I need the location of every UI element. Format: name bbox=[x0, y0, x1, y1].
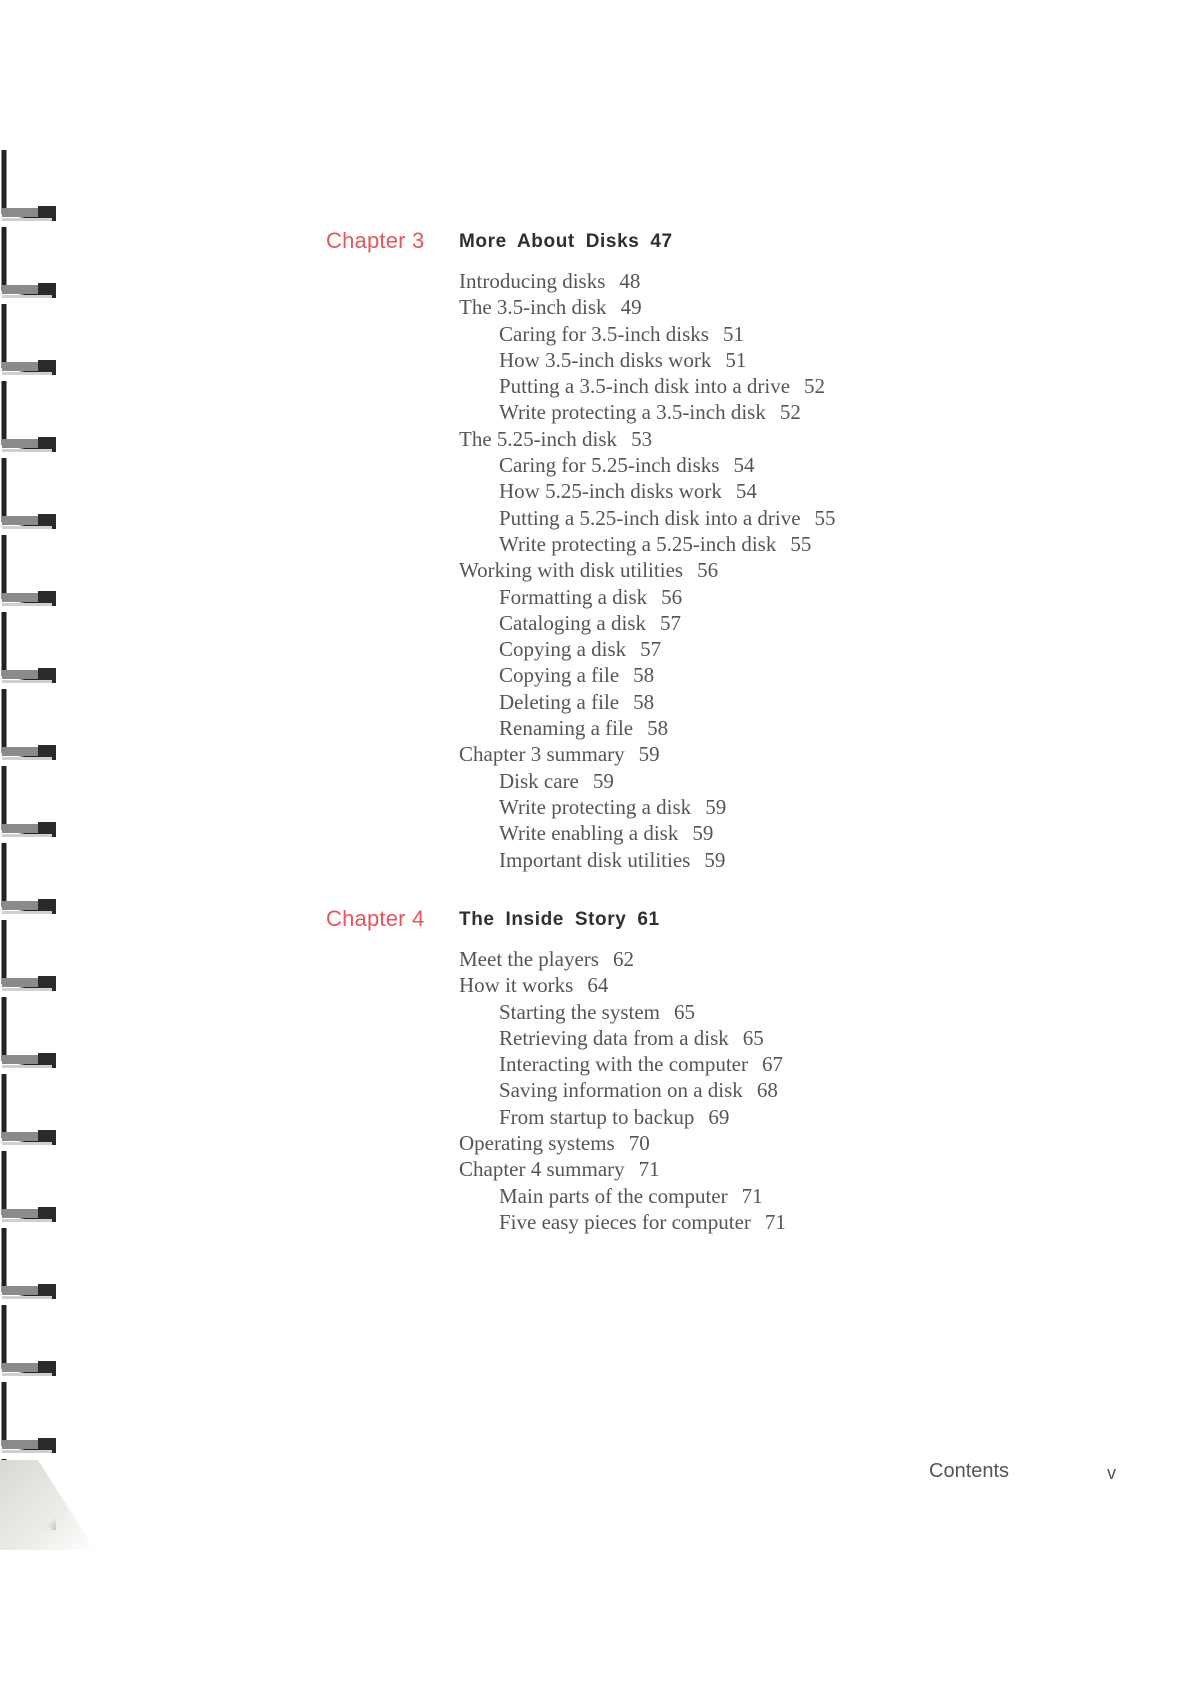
toc-entry-text: Interacting with the computer bbox=[499, 1052, 748, 1077]
binding-coil bbox=[2, 535, 56, 606]
toc-entry bbox=[459, 1156, 786, 1182]
toc-entry-text: Copying a disk bbox=[499, 637, 627, 662]
toc-entry bbox=[459, 794, 836, 820]
binding-coil bbox=[2, 997, 56, 1068]
toc-entry-text: Chapter 4 summary bbox=[459, 1157, 625, 1182]
binding-coil bbox=[2, 458, 56, 529]
toc-entry-text: Saving information on a disk bbox=[499, 1078, 743, 1103]
toc-entry bbox=[459, 1209, 786, 1235]
toc-entry bbox=[459, 972, 786, 998]
toc-entry-text: Meet the players bbox=[459, 947, 599, 971]
toc-entry-page: 68 bbox=[756, 1078, 778, 1103]
toc-entry-text: Disk care bbox=[499, 768, 579, 793]
toc-entry-text: Cataloging a disk bbox=[499, 610, 646, 635]
toc-entry-text: Caring for 5.25-inch disks bbox=[499, 453, 720, 478]
toc-entry bbox=[459, 662, 836, 688]
toc-entry-page: 55 bbox=[790, 531, 812, 556]
toc-entry bbox=[459, 689, 836, 715]
binding-coil bbox=[2, 843, 56, 914]
toc-entry-text: Write protecting a 3.5-inch disk bbox=[499, 400, 766, 425]
toc-entry bbox=[459, 452, 836, 478]
toc-entry bbox=[459, 505, 836, 531]
toc-entry bbox=[459, 820, 836, 846]
footer-section-label: Contents bbox=[929, 1460, 1010, 1482]
toc-entry-text: Main parts of the computer bbox=[499, 1183, 728, 1208]
binding-coil bbox=[2, 227, 56, 298]
toc-entry-list bbox=[459, 946, 786, 1235]
toc-entry-page: 65 bbox=[674, 999, 695, 1024]
toc-entry-text: The 5.25-inch disk bbox=[459, 426, 618, 451]
toc-entry-text: Write enabling a disk bbox=[499, 821, 679, 846]
toc-entry-page: 58 bbox=[633, 663, 655, 688]
binding-coil bbox=[2, 689, 56, 760]
toc-entry-page: 69 bbox=[708, 1104, 730, 1129]
toc-entry-page: 71 bbox=[638, 1157, 660, 1182]
chapter-title bbox=[459, 909, 660, 931]
toc-entry bbox=[459, 1051, 786, 1077]
toc-entry-page: 52 bbox=[804, 374, 826, 399]
toc-entry bbox=[459, 399, 836, 425]
toc-entry-page: 59 bbox=[638, 742, 660, 767]
toc-entry bbox=[459, 478, 836, 504]
toc-entry-page: 48 bbox=[619, 269, 641, 293]
toc-entry-page: 59 bbox=[692, 821, 714, 846]
toc-entry-page: 59 bbox=[592, 768, 614, 793]
toc-entry-text: Caring for 3.5-inch disks bbox=[499, 321, 709, 346]
toc-entry-page: 57 bbox=[659, 610, 681, 635]
toc-entry-text: Putting a 3.5-inch disk into a drive bbox=[499, 374, 791, 399]
toc-entry-page: 58 bbox=[633, 689, 655, 714]
toc-entry-page: 49 bbox=[620, 295, 642, 320]
toc-entry-page: 51 bbox=[722, 321, 744, 346]
toc-entry bbox=[459, 557, 836, 583]
chapter-title-page: 61 bbox=[637, 909, 660, 930]
toc-entry-page: 67 bbox=[762, 1052, 783, 1077]
toc-entry-text: Starting the system bbox=[499, 999, 660, 1024]
toc-entry bbox=[459, 741, 836, 767]
toc-entry bbox=[459, 373, 836, 399]
toc-entry bbox=[459, 268, 836, 294]
toc-entry-text: Putting a 5.25-inch disk into a drive bbox=[499, 505, 801, 530]
toc-entry-text: Write protecting a 5.25-inch disk bbox=[499, 531, 777, 556]
toc-entry bbox=[459, 1025, 786, 1051]
toc-entry-text: Introducing disks bbox=[459, 269, 606, 293]
binding-coil bbox=[2, 1382, 56, 1453]
binding-coil bbox=[2, 1074, 56, 1145]
toc-entry-page: 52 bbox=[779, 400, 801, 425]
binding-coil bbox=[2, 920, 56, 991]
toc-entry-text: How 5.25-inch disks work bbox=[499, 479, 722, 504]
toc-entry bbox=[459, 946, 786, 972]
spiral-binding bbox=[0, 140, 64, 1540]
toc-entry-page: 55 bbox=[814, 505, 836, 530]
toc-entry-page: 59 bbox=[704, 847, 726, 872]
binding-coil bbox=[2, 304, 56, 375]
binding-coil bbox=[2, 612, 56, 683]
toc-entry-text: Operating systems bbox=[459, 1131, 615, 1156]
toc-entry bbox=[459, 294, 836, 320]
binding-coil bbox=[2, 1228, 56, 1299]
toc-entry bbox=[459, 1183, 786, 1209]
toc-entry-text: How 3.5-inch disks work bbox=[499, 347, 712, 372]
toc-entry bbox=[459, 636, 836, 662]
toc-entry-page: 53 bbox=[631, 426, 653, 451]
toc-entry bbox=[459, 1077, 786, 1103]
toc-entry-page: 62 bbox=[612, 947, 634, 971]
toc-entry-text: Retrieving data from a disk bbox=[499, 1025, 729, 1050]
toc-entry-page: 54 bbox=[735, 479, 757, 504]
toc-entry-text: From startup to backup bbox=[499, 1104, 695, 1129]
toc-entry-text: Five easy pieces for computer bbox=[499, 1209, 751, 1234]
toc-entry bbox=[459, 715, 836, 741]
toc-entry bbox=[459, 847, 836, 873]
toc-entry-text: Renaming a file bbox=[499, 716, 634, 741]
binding-coil bbox=[2, 381, 56, 452]
toc-entry-page: 59 bbox=[705, 794, 727, 819]
toc-entry-page: 56 bbox=[661, 584, 683, 609]
toc-entry bbox=[459, 610, 836, 636]
toc-entry-page: 57 bbox=[640, 637, 662, 662]
toc-entry-text: The 3.5-inch disk bbox=[459, 295, 607, 320]
binding-coil bbox=[2, 1151, 56, 1222]
toc-entry-text: Chapter 3 summary bbox=[459, 742, 625, 767]
toc-entry-page: 58 bbox=[647, 716, 669, 741]
toc-entry bbox=[459, 999, 786, 1025]
toc-entry-page: 71 bbox=[741, 1183, 763, 1208]
binding-coil bbox=[2, 150, 56, 221]
toc-entry-page: 65 bbox=[742, 1025, 764, 1050]
toc-entry bbox=[459, 584, 836, 610]
chapter-title bbox=[459, 231, 673, 253]
toc-entry bbox=[459, 1130, 786, 1156]
toc-entry-text: Write protecting a disk bbox=[499, 794, 692, 819]
chapter-title-text: The Inside Story bbox=[459, 909, 627, 930]
toc-entry-page: 54 bbox=[733, 453, 755, 478]
toc-entry-text: How it works bbox=[459, 973, 574, 998]
toc-entry bbox=[459, 321, 836, 347]
toc-entry-text: Formatting a disk bbox=[499, 584, 648, 609]
toc-entry-text: Deleting a file bbox=[499, 689, 620, 714]
toc-entry-text: Important disk utilities bbox=[499, 847, 691, 872]
toc-entry-page: 56 bbox=[697, 558, 719, 583]
footer-page-number: v bbox=[1107, 1463, 1116, 1483]
chapter-title-text: More About Disks bbox=[459, 231, 640, 252]
toc-entry-page: 71 bbox=[764, 1209, 786, 1234]
toc-entry-text: Working with disk utilities bbox=[459, 558, 684, 583]
toc-entry bbox=[459, 531, 836, 557]
toc-entry-text: Copying a file bbox=[499, 663, 620, 688]
toc-entry bbox=[459, 768, 836, 794]
toc-entry-list bbox=[459, 268, 836, 873]
chapter-label: Chapter 4 bbox=[326, 906, 425, 931]
chapter-label: Chapter 3 bbox=[326, 228, 425, 253]
binding-coil bbox=[2, 766, 56, 837]
chapter-title-page: 47 bbox=[650, 231, 673, 252]
toc-entry-page: 51 bbox=[725, 347, 747, 372]
toc-entry-page: 70 bbox=[628, 1131, 650, 1156]
toc-entry-page: 64 bbox=[587, 973, 609, 998]
binding-coil bbox=[2, 1305, 56, 1376]
toc-entry bbox=[459, 347, 836, 373]
toc-entry bbox=[459, 426, 836, 452]
toc-entry bbox=[459, 1104, 786, 1130]
